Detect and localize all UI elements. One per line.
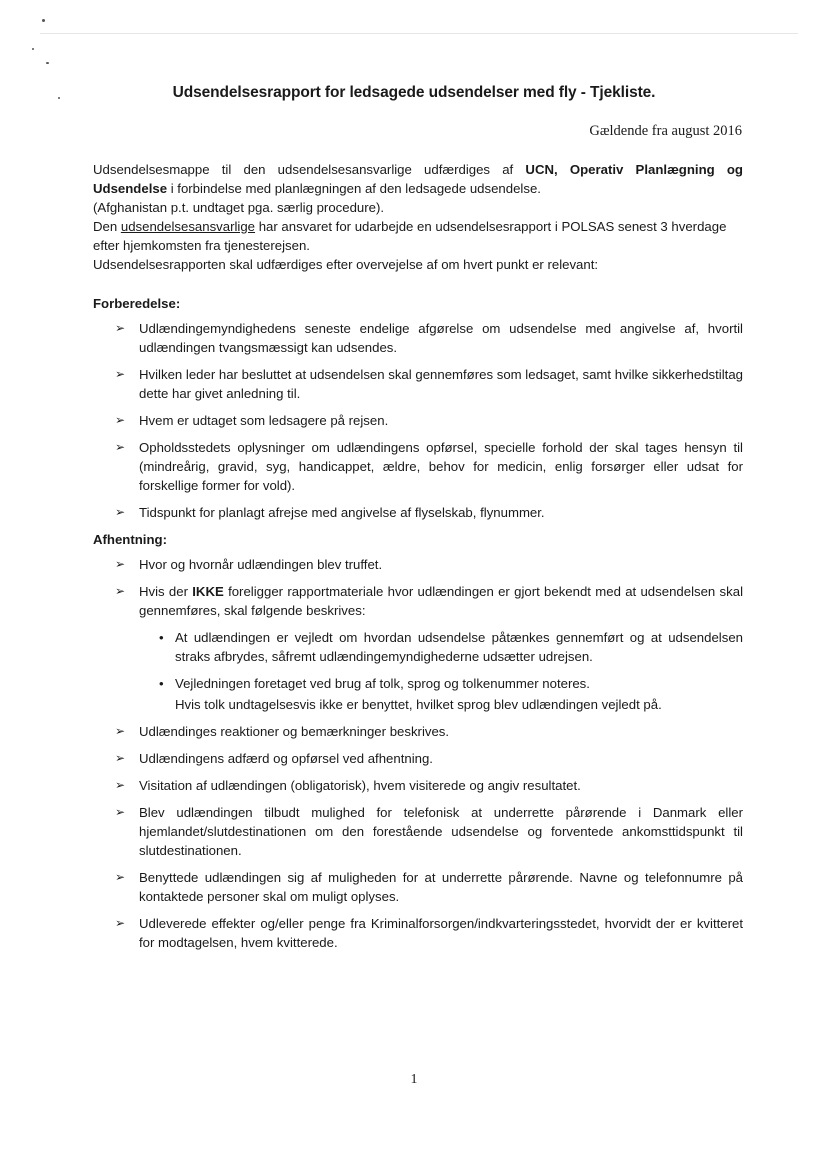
section-heading-forberedelse: Forberedelse: [93,296,181,311]
sub-note: Hvis tolk undtagelsesvis ikke er benyttet, hvilket sprog blev udlændingen vejledt på. [175,697,662,712]
document-title: Udsendelsesrapport for ledsagede udsendelser med fly - Tjekliste. [172,84,656,101]
intro-text: Udsendelsesmappe til den udsendelsesansvarlige udfærdiges af [93,162,526,177]
scan-speck [42,19,45,22]
list-item: ➢ Udleverede effekter og/eller penge fra Kriminalforsorgen/indkvarteringsstedet, hvorvidt der er kvitteret for modtagelsen, hvem kvitterede. [115,916,743,950]
scan-speck [32,48,34,50]
list-item: ➢ Hvor og hvornår udlændingen blev truffet. [115,557,383,572]
arrow-bullet-icon: ➢ [115,724,126,738]
intro-paragraph-3: Udsendelsesrapporten skal udfærdiges efter overvejelse af om hvert punkt er relevant: [93,257,599,272]
page-number: 1 [410,1072,418,1087]
arrow-bullet-icon: ➢ [115,440,126,454]
intro-paragraph-1 [93,160,743,217]
list-item: ➢ Udlændingemyndighedens seneste endelige afgørelse om udsendelse med angivelse af, hvortil udlændingen tvangsmæssigt kan udsendes. [115,321,743,355]
intro-note: (Afghanistan p.t. undtaget pga. særlig procedure). [93,200,385,215]
list-item: ➢ Hvilken leder har besluttet at udsendelsen skal gennemføres som ledsaget, samt hvilke sikkerhedstiltag dette har givet anledning til. [115,367,743,401]
arrow-bullet-icon: ➢ [115,413,126,427]
section-heading-afhentning: Afhentning: [93,532,167,547]
effective-date: Gældende fra august 2016 [589,123,742,139]
responsible-role: udsendelsesansvarlige [120,219,256,234]
document-body [93,160,743,960]
forberedelse-list [93,319,743,522]
list-item: ➢ Udlændinges reaktioner og bemærkninger beskrives. [115,724,450,739]
arrow-bullet-icon: ➢ [115,751,126,765]
sub-list-item: • At udlændingen er vejledt om hvordan udsendelse påtænkes gennemført og at udsendelsen straks afbrydes, såfremt udlændingemyndighederne udsætter udrejsen. [159,630,743,664]
list-item: ➢ Hvis der IKKE foreligger rapportmateriale hvor udlændingen er gjort bekendt med at udsendelsen skal gennemføres, skal følgende beskrives: [115,584,743,618]
afhentning-list-continued [93,722,743,952]
arrow-bullet-icon: ➢ [115,584,126,598]
list-item: ➢ Hvem er udtaget som ledsagere på rejsen. [115,413,389,428]
sub-list-item: • Vejledningen foretaget ved brug af tolk, sprog og tolkenummer noteres. [159,676,590,691]
bullet-dot-icon: • [159,676,164,691]
afhentning-sub-list [93,628,743,693]
emphasis-ikke: IKKE [192,584,224,599]
intro-org-name: UCN, Operativ Planlægning og Udsendelse [93,162,743,196]
arrow-bullet-icon: ➢ [115,367,126,381]
bullet-dot-icon: • [159,630,164,645]
list-item: ➢ Benyttede udlændingen sig af muligheden for at underrette pårørende. Navne og telefonnumre på kontaktede personer skal om muligt oplyses. [115,870,743,904]
afhentning-list [93,555,743,620]
arrow-bullet-icon: ➢ [115,778,126,792]
list-item: ➢ Visitation af udlændingen (obligatorisk), hvem visiterede og angiv resultatet. [115,778,581,793]
scan-speck [46,62,49,64]
list-item: ➢ Udlændingens adfærd og opførsel ved afhentning. [115,751,433,766]
arrow-bullet-icon: ➢ [115,805,126,819]
intro-text: i forbindelse med planlægningen af den ledsagede udsendelse. [167,181,541,196]
arrow-bullet-icon: ➢ [115,321,126,335]
arrow-bullet-icon: ➢ [115,870,126,884]
scan-edge-line [40,33,798,34]
list-item: ➢ Opholdsstedets oplysninger om udlændingens opførsel, specielle forhold der skal tages hensyn til (mindreårig, gravid, syg, handicappet, ældre, behov for medicin, enlig forsørger eller udsat for forskellige former for vold). [115,440,743,493]
list-item: ➢ Blev udlændingen tilbudt mulighed for telefonisk at underrette pårørende i Danmark eller hjemlandet/slutdestinationen om den forestående udsendelse og forventede ankomsttidspunkt til slutdestinationen. [115,805,743,858]
arrow-bullet-icon: ➢ [115,505,126,519]
arrow-bullet-icon: ➢ [115,916,126,930]
intro-paragraph-2 [93,217,743,255]
intro-text: Den [93,219,121,234]
arrow-bullet-icon: ➢ [115,557,126,571]
list-item: ➢ Tidspunkt for planlagt afrejse med angivelse af flyselskab, flynummer. [115,505,545,520]
intro-text: har ansvaret for udarbejde en udsendelsesrapport i POLSAS senest 3 hverdage efter hjemkomsten fra tjenesterejsen. [93,219,727,253]
